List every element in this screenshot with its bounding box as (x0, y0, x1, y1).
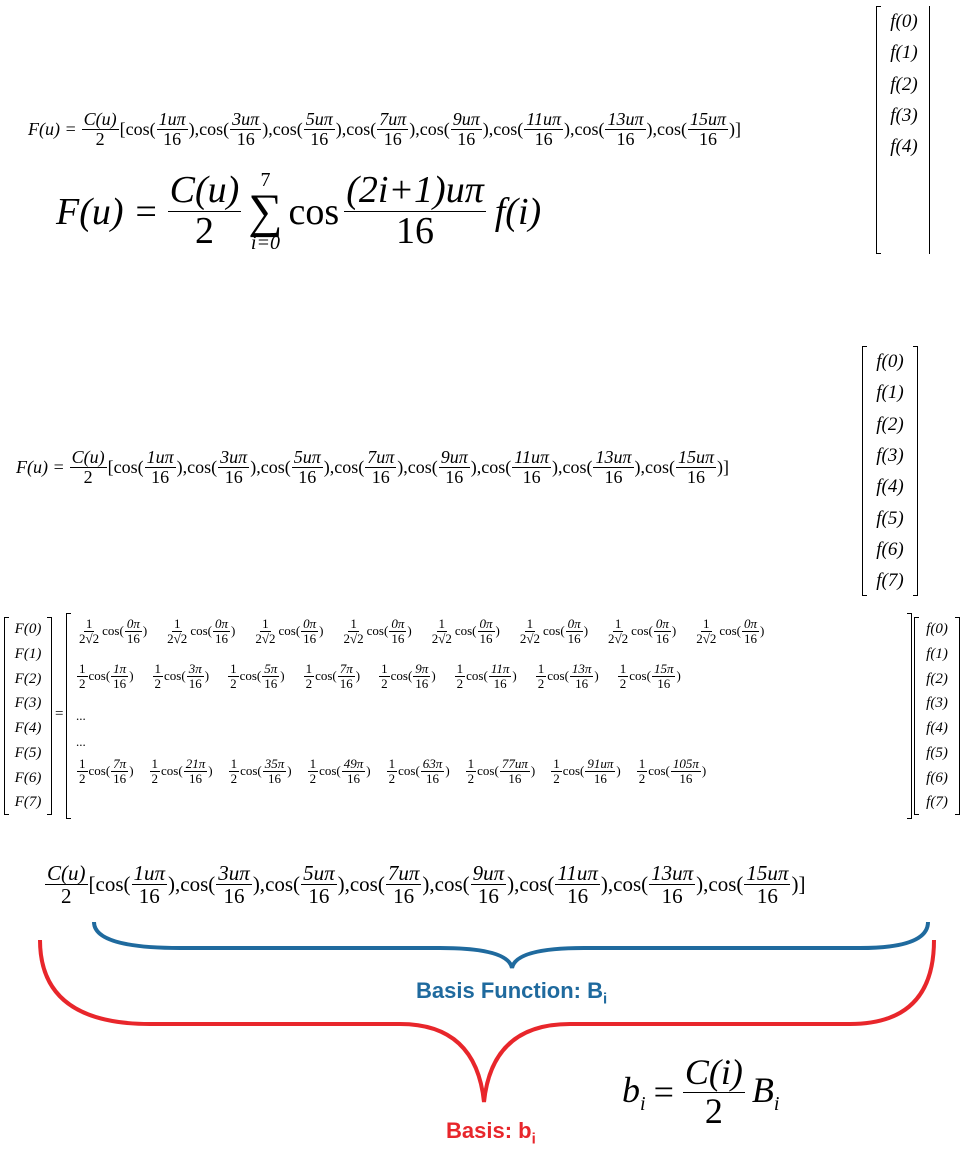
eq3-term-5: $\frac{11u\pi}{16}$ (514, 447, 549, 487)
matrix-arg: $\frac{0\pi}{16}$ (303, 616, 317, 646)
matrix-cell: $\frac{1}{2√2}$ cos( $\frac{0\pi}{16}$ ) (167, 616, 236, 646)
matrix-cell: $\frac{1}{2√2}$ cos( $\frac{0\pi}{16}$ ) (608, 616, 677, 646)
matrix-cell: $\frac{1}{2√2}$ cos( $\frac{0\pi}{16}$ ) (519, 616, 589, 646)
eq3-terms: cos( $\frac{1u\pi}{16}$ ), cos( $\frac{3u\pi}{16}$ ), cos( $\frac{5u\pi}{16}$ ), cos( $\frac{7u\pi}{16}$ ), cos( $\frac{9u\pi}{16}$ ), cos( $\frac{11u\pi}{16}$ ), cos( $\frac{13u\pi}{16}$ ), cos( $\frac{15u\pi}{16}$ ) (113, 447, 724, 487)
matrix-arg: $\frac{5\pi}{16}$ (264, 661, 278, 691)
matrix-arg: $\frac{21\pi}{16}$ (185, 756, 206, 786)
vector-entry: f(4) (890, 136, 918, 158)
eq4-equals: = (55, 706, 64, 722)
matrix-arg: $\frac{3\pi}{16}$ (188, 661, 202, 691)
matrix-coef: $\frac{1}{2√2}$ (431, 616, 452, 646)
matrix-coef: $\frac{1}{2√2}$ (255, 616, 276, 646)
vector-entry: f(3) (926, 695, 948, 712)
matrix-cell: $\frac{1}{2}$ cos( $\frac{1\pi}{16}$ ) (79, 661, 134, 691)
eq3-term-7: $\frac{15u\pi}{16}$ (678, 447, 715, 487)
eq3-term-0: $\frac{1u\pi}{16}$ (146, 447, 174, 487)
vector-entry: f(1) (926, 645, 948, 662)
matrix-cell: $\frac{1}{2√2}$ cos( $\frac{0\pi}{16}$ ) (696, 616, 765, 646)
eq1-term-2: $\frac{5u\pi}{16}$ (305, 109, 333, 149)
matrix-coef: $\frac{1}{2}$ (79, 661, 86, 691)
eq1-term-7: $\frac{15u\pi}{16}$ (690, 109, 727, 149)
vector-entry: f(3) (876, 445, 904, 467)
eq1-term-6: $\frac{13u\pi}{16}$ (607, 109, 644, 149)
vector-entry: f(4) (876, 476, 904, 498)
matrix-coef: $\frac{1}{2}$ (537, 661, 545, 691)
vector-entry: f(3) (890, 105, 918, 127)
vector-entry: F(2) (14, 670, 42, 687)
matrix-coef: $\frac{1}{2}$ (467, 756, 475, 786)
vector-entry: F(7) (14, 794, 42, 811)
vector-entry: f(6) (876, 539, 904, 561)
eq1-term-4: $\frac{9u\pi}{16}$ (452, 109, 480, 149)
matrix-arg: $\frac{7\pi}{16}$ (339, 661, 353, 691)
eq3-term-4: $\frac{9u\pi}{16}$ (440, 447, 468, 487)
matrix-cell: $\frac{1}{2√2}$ cos( $\frac{0\pi}{16}$ ) (79, 616, 148, 646)
vector-entry: F(1) (14, 645, 42, 662)
matrix-coef: $\frac{1}{2√2}$ (167, 616, 188, 646)
matrix-coef: $\frac{1}{2√2}$ (608, 616, 629, 646)
matrix-cell: $\frac{1}{2}$ cos( $\frac{7\pi}{16}$ ) (305, 661, 361, 691)
eq5-term-3: $\frac{7u\pi}{16}$ (387, 861, 420, 909)
vector-entry: f(2) (926, 670, 948, 687)
eq6-coef: $\frac{C(i)}{2}$ (684, 1052, 743, 1131)
vector-entry: f(2) (890, 73, 918, 95)
vector-entry: F(3) (14, 695, 42, 712)
eq3-term-6: $\frac{13u\pi}{16}$ (595, 447, 632, 487)
eq3-term-2: $\frac{5u\pi}{16}$ (293, 447, 321, 487)
basis-label: Basis: $b_i$ (446, 1118, 536, 1148)
matrix-coef: $\frac{1}{2}$ (230, 756, 238, 786)
matrix-cell: $\frac{1}{2}$ cos( $\frac{9\pi}{16}$ ) (381, 661, 436, 691)
matrix-arg: $\frac{0\pi}{16}$ (479, 616, 493, 646)
matrix-coef: $\frac{1}{2}$ (388, 756, 396, 786)
equation-3: F(u) = $\frac{C(u)}{2}$ [ cos( $\frac{1u\pi}{16}$ ), cos( $\frac{3u\pi}{16}$ ), cos( $\frac{5u\pi}{16}$ ), cos( $\frac{7u\pi}{16}$ ), cos( $\frac{9u\pi}{16}$ ), cos( $\frac{11u\pi}{16}$ ), cos( $\frac{13u\pi}{16}$ ), cos( $\frac{15u\pi}{16}$ ) ] (16, 447, 730, 487)
matrix-arg: $\frac{1\pi}{16}$ (113, 661, 127, 691)
matrix-arg: $\frac{13\pi}{16}$ (571, 661, 592, 691)
matrix-arg: $\frac{0\pi}{16}$ (655, 616, 669, 646)
matrix-arg: $\frac{7\pi}{16}$ (113, 756, 127, 786)
vector-entry: f(1) (890, 42, 918, 64)
eq5-term-6: $\frac{13u\pi}{16}$ (651, 861, 694, 909)
matrix-arg: $\frac{0\pi}{16}$ (744, 616, 758, 646)
matrix-arg: $\frac{9\pi}{16}$ (415, 661, 429, 691)
matrix-arg: $\frac{77u\pi}{16}$ (501, 756, 528, 786)
matrix-cell: $\frac{1}{2√2}$ cos( $\frac{0\pi}{16}$ ) (255, 616, 324, 646)
eq1-term-1: $\frac{3u\pi}{16}$ (232, 109, 260, 149)
matrix-arg: $\frac{91u\pi}{16}$ (587, 756, 614, 786)
matrix-arg: $\frac{11\pi}{16}$ (490, 661, 510, 691)
matrix-cell: $\frac{1}{2}$ cos( $\frac{49\pi}{16}$ ) (309, 756, 371, 786)
matrix-coef: $\frac{1}{2√2}$ (343, 616, 364, 646)
vector-entry: f(0) (926, 621, 948, 637)
matrix-cell: $\frac{1}{2}$ cos( $\frac{63\pi}{16}$ ) (388, 756, 450, 786)
matrix-coef: $\frac{1}{2}$ (381, 661, 388, 691)
matrix-cell: $\frac{1}{2√2}$ cos( $\frac{0\pi}{16}$ ) (343, 616, 412, 646)
matrix-arg: $\frac{49\pi}{16}$ (343, 756, 364, 786)
matrix-cell: $\frac{1}{2}$ cos( $\frac{5\pi}{16}$ ) (230, 661, 285, 691)
matrix-arg: $\frac{105\pi}{16}$ (672, 756, 699, 786)
matrix-arg: $\frac{0\pi}{16}$ (214, 616, 228, 646)
eq3-coef: $\frac{C(u)}{2}$ (71, 447, 105, 487)
eq5-term-1: $\frac{3u\pi}{16}$ (218, 861, 250, 909)
matrix-coef: $\frac{1}{2}$ (79, 756, 86, 786)
matrix-coef: $\frac{1}{2}$ (638, 756, 646, 786)
vector-entry: F(6) (14, 769, 42, 786)
matrix-arg: $\frac{35\pi}{16}$ (264, 756, 285, 786)
matrix-coef: $\frac{1}{2}$ (305, 661, 313, 691)
matrix-coef: $\frac{1}{2√2}$ (696, 616, 717, 646)
eq3-term-1: $\frac{3u\pi}{16}$ (220, 447, 248, 487)
matrix-coef: $\frac{1}{2√2}$ (519, 616, 540, 646)
matrix-cell: $\frac{1}{2}$ cos( $\frac{11\pi}{16}$ ) (456, 661, 517, 691)
matrix-cell: $\frac{1}{2}$ cos( $\frac{15\pi}{16}$ ) (619, 661, 681, 691)
matrix-cell: $\frac{1}{2}$ cos( $\frac{35\pi}{16}$ ) (230, 756, 292, 786)
matrix-arg: $\frac{0\pi}{16}$ (126, 616, 140, 646)
matrix-cell: $\frac{1}{2}$ cos( $\frac{3\pi}{16}$ ) (154, 661, 210, 691)
matrix-arg: $\frac{0\pi}{16}$ (567, 616, 581, 646)
eq5-terms: cos( $\frac{1u\pi}{16}$ ), cos( $\frac{3u\pi}{16}$ ), cos( $\frac{5u\pi}{16}$ ), cos( $\frac{7u\pi}{16}$ ), cos( $\frac{9u\pi}{16}$ ), cos( $\frac{11u\pi}{16}$ ), cos( $\frac{13u\pi}{16}$ ), cos( $\frac{15u\pi}{16}$ ) (95, 861, 799, 909)
eq1-coef: $\frac{C(u)}{2}$ (83, 109, 117, 149)
matrix-cell: $\frac{1}{2}$ cos( $\frac{105\pi}{16}$ ) (638, 756, 707, 786)
vector-entry: f(0) (890, 11, 918, 32)
eq2-sum: 7 ∑ i=0 (248, 169, 283, 255)
eq1-terms: cos( $\frac{1u\pi}{16}$ ), cos( $\frac{3u\pi}{16}$ ), cos( $\frac{5u\pi}{16}$ ), cos( $\frac{7u\pi}{16}$ ), cos( $\frac{9u\pi}{16}$ ), cos( $\frac{11u\pi}{16}$ ), cos( $\frac{13u\pi}{16}$ ), cos( $\frac{15u\pi}{16}$ ) (125, 109, 736, 149)
eq1-lhs: F(u) = (28, 118, 77, 139)
matrix-coef: $\frac{1}{2}$ (619, 661, 627, 691)
matrix-cell: $\frac{1}{2√2}$ cos( $\frac{0\pi}{16}$ ) (431, 616, 500, 646)
eq2-coef: $\frac{C(u)}{2}$ (169, 169, 240, 253)
eq4-ellipsis-1: ... (76, 708, 86, 723)
vector-entry: F(0) (14, 621, 42, 637)
matrix-coef: $\frac{1}{2√2}$ (79, 616, 100, 646)
vector-entry: f(5) (876, 507, 904, 529)
matrix-coef: $\frac{1}{2}$ (456, 661, 464, 691)
eq3-term-3: $\frac{7u\pi}{16}$ (367, 447, 395, 487)
equation-1: F(u) = $\frac{C(u)}{2}$ [ cos( $\frac{1u\pi}{16}$ ), cos( $\frac{3u\pi}{16}$ ), cos( $\frac{5u\pi}{16}$ ), cos( $\frac{7u\pi}{16}$ ), cos( $\frac{9u\pi}{16}$ ), cos( $\frac{11u\pi}{16}$ ), cos( $\frac{13u\pi}{16}$ ), cos( $\frac{15u\pi}{16}$ ) ] (28, 109, 742, 149)
vector-entry: f(2) (876, 413, 904, 435)
eq5-term-2: $\frac{5u\pi}{16}$ (303, 861, 335, 909)
matrix-arg: $\frac{63\pi}{16}$ (422, 756, 443, 786)
eq2-frac: $\frac{(2i+1)u\pi}{16}$ (346, 169, 484, 253)
matrix-arg: $\frac{15\pi}{16}$ (653, 661, 674, 691)
eq4-ellipsis-2: ... (76, 734, 86, 749)
equation-5: $\frac{C(u)}{2}$ [ cos( $\frac{1u\pi}{16}$ ), cos( $\frac{3u\pi}{16}$ ), cos( $\frac{5u\pi}{16}$ ), cos( $\frac{7u\pi}{16}$ ), cos( $\frac{9u\pi}{16}$ ), cos( $\frac{11u\pi}{16}$ ), cos( $\frac{13u\pi}{16}$ ), cos( $\frac{15u\pi}{16}$ ) ] (47, 861, 806, 909)
matrix-coef: $\frac{1}{2}$ (553, 756, 560, 786)
vector-entry: F(5) (14, 744, 42, 761)
matrix-cell: $\frac{1}{2}$ cos( $\frac{21\pi}{16}$ ) (151, 756, 213, 786)
vector-entry: F(4) (14, 720, 42, 736)
basis-brace (40, 940, 934, 1102)
eq2-lhs: F(u) = (56, 190, 159, 233)
matrix-cell: $\frac{1}{2}$ cos( $\frac{77u\pi}{16}$ ) (467, 756, 536, 786)
matrix-cell: $\frac{1}{2}$ cos( $\frac{7\pi}{16}$ ) (79, 756, 134, 786)
eq5-term-7: $\frac{15u\pi}{16}$ (746, 861, 789, 909)
vector-entry: f(7) (926, 794, 948, 811)
vector-entry: f(1) (876, 382, 904, 404)
eq5-term-0: $\frac{1u\pi}{16}$ (133, 861, 166, 909)
vector-entry: f(0) (876, 351, 904, 372)
vector-entry: f(4) (926, 720, 948, 736)
matrix-coef: $\frac{1}{2}$ (154, 661, 162, 691)
matrix-cell: $\frac{1}{2}$ cos( $\frac{91u\pi}{16}$ ) (553, 756, 621, 786)
matrix-arg: $\frac{0\pi}{16}$ (391, 616, 405, 646)
vector-entry: f(7) (876, 570, 904, 592)
matrix-cell: $\frac{1}{2}$ cos( $\frac{13\pi}{16}$ ) (537, 661, 599, 691)
vector-entry: f(5) (926, 744, 948, 761)
eq1-term-0: $\frac{1u\pi}{16}$ (158, 109, 186, 149)
basis-function-brace (94, 922, 928, 968)
eq5-term-5: $\frac{11u\pi}{16}$ (557, 861, 598, 909)
equation-6: $b_i$ = $\frac{C(i)}{2}$ $B_i$ (622, 1052, 780, 1131)
eq5-term-4: $\frac{9u\pi}{16}$ (472, 861, 505, 909)
matrix-coef: $\frac{1}{2}$ (230, 661, 237, 691)
equation-2: F(u) = $\frac{C(u)}{2}$ 7 ∑ i=0 cos $\frac{(2i+1)u\pi}{16}$ f(i) (56, 169, 542, 255)
eq5-coef: $\frac{C(u)}{2}$ (47, 861, 86, 909)
vector-entry: f(6) (926, 769, 948, 786)
matrix-coef: $\frac{1}{2}$ (151, 756, 159, 786)
matrix-coef: $\frac{1}{2}$ (309, 756, 317, 786)
eq1-term-3: $\frac{7u\pi}{16}$ (379, 109, 407, 149)
eq1-term-5: $\frac{11u\pi}{16}$ (526, 109, 561, 149)
basis-function-label: Basis Function: $B_i$ (416, 978, 608, 1008)
